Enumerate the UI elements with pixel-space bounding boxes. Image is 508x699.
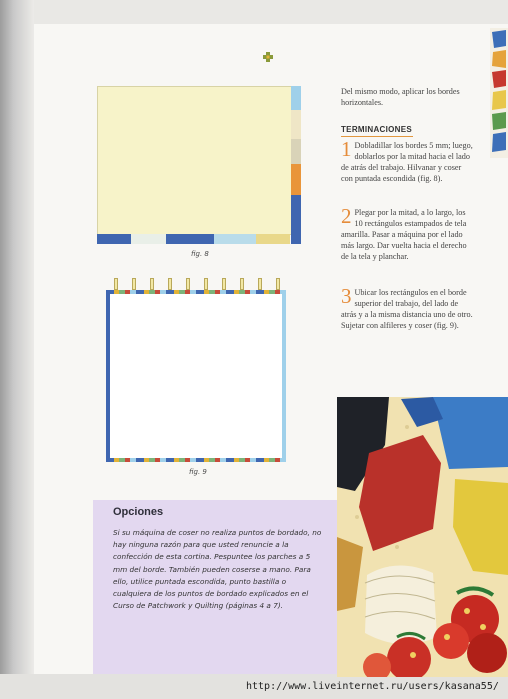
intro-paragraph: Del mismo modo, aplicar los bordes horizontales. — [341, 87, 460, 107]
heading-rule — [341, 136, 413, 137]
options-box — [93, 500, 337, 674]
source-watermark: http://www.liveinternet.ru/users/kasana55/ — [246, 681, 499, 692]
options-title: Opciones — [113, 506, 164, 518]
fabric-tab — [222, 278, 226, 290]
step-number: 2 — [341, 204, 352, 228]
fabric-tab — [186, 278, 190, 290]
fabric-tab — [114, 278, 118, 290]
fabric-tab — [132, 278, 136, 290]
patchwork-border-frame — [106, 290, 286, 462]
book-gutter-shadow — [0, 0, 34, 699]
step-2 — [341, 204, 473, 262]
fabric-tab — [240, 278, 244, 290]
fabric-tab — [258, 278, 262, 290]
scan-top-edge — [0, 0, 508, 24]
figure-8-illustration — [97, 86, 301, 246]
fabric-tab — [168, 278, 172, 290]
step-number: 3 — [341, 284, 352, 308]
right-border-strip — [291, 86, 301, 244]
bottom-border-strip — [97, 234, 290, 244]
options-text: Si su máquina de coser no realiza puntos de bordado, no hay ninguna razón para que usted renuncie a la confección de esta cortina. Pespuntee los parches a 5 mm del borde. También pueden coserse a mano. Para ello, utilice puntada escondida, punto bastilla o cualquiera de los puntos de bordado explicados en el Curso de Patchwork y Quilting (páginas 4 a 7). — [113, 528, 322, 611]
fig9-caption: fig. 9 — [189, 468, 207, 476]
fig8-caption: fig. 8 — [191, 250, 209, 258]
fabric-tab — [276, 278, 280, 290]
yellow-fabric-panel — [97, 86, 292, 235]
corner-decoration — [490, 28, 508, 158]
step-text: Dobladillar los bordes 5 mm; luego, doblarlos por la mitad hacia el lado de atrás del trabajo. Hilvanar y coser con puntada escondida (fig. 8). — [341, 141, 473, 183]
step-text: Ubicar los rectángulos en el borde superior del trabajo, del lado de atrás y a la misma distancia uno de otro. Sujetar con alfileres y coser (fig. 9). — [341, 288, 473, 330]
step-text: Plegar por la mitad, a lo largo, los 10 rectángulos estampados de tela amarilla. Pasar a máquina por el lado más largo. Dar vuelta hacia el derecho de la tela y planchar. — [341, 208, 467, 261]
step-1 — [341, 137, 473, 184]
section-heading: TERMINACIONES — [341, 125, 413, 134]
step-3 — [341, 284, 473, 331]
intro-text — [341, 86, 473, 108]
step-number: 1 — [341, 137, 352, 161]
fabric-tab — [150, 278, 154, 290]
figure-9-illustration — [106, 278, 288, 464]
flower-ornament-icon — [263, 52, 273, 62]
quilt-photo — [337, 397, 508, 677]
fabric-tab — [204, 278, 208, 290]
